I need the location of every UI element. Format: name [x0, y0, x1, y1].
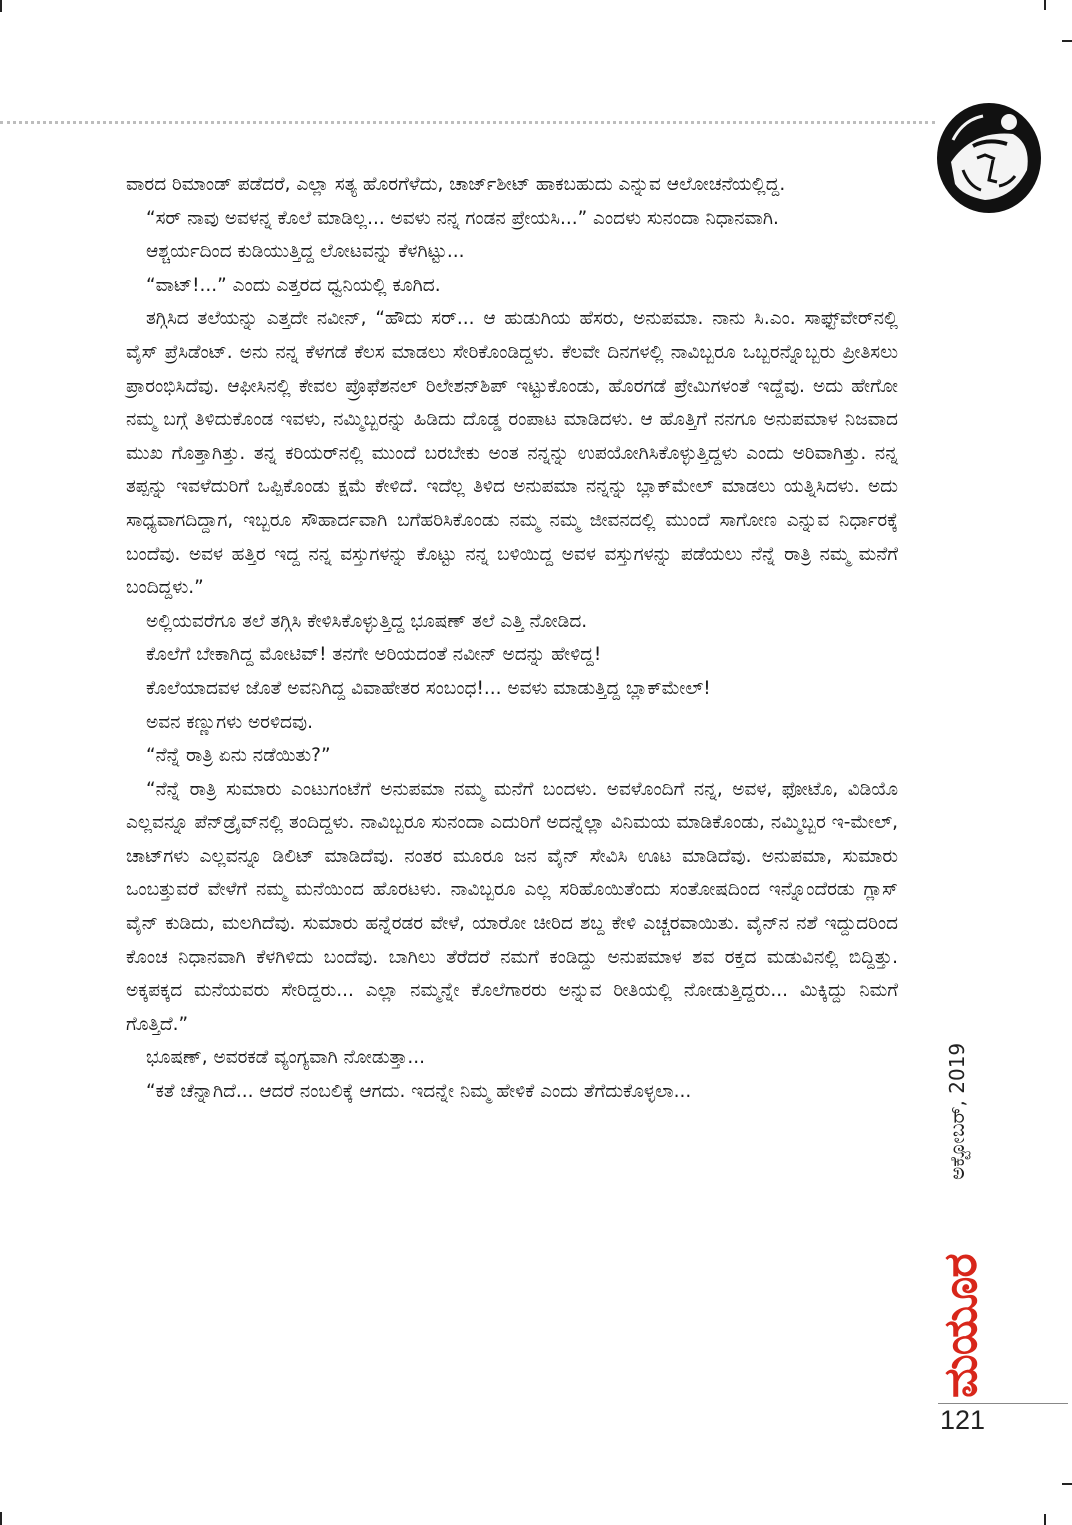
paragraph: ಕೊಲೆಗೆ ಬೇಕಾಗಿದ್ದ ಮೋಟಿವ್! ತನಗೇ ಅರಿಯದಂತೆ ನವೀನ್ ಅದನ್ನು ಹೇಳಿದ್ದ!: [146, 644, 602, 666]
header-dotted-rule: [0, 121, 935, 124]
issue-date: ಅಕ್ಟೋಬರ್, 2019: [945, 1042, 969, 1180]
paragraph: ವಾರದ ರಿಮಾಂಡ್ ಪಡೆದರೆ, ಎಲ್ಲಾ ಸತ್ಯ ಹೊರಗೆಳೆದು, ಚಾರ್ಜ್‌ಶೀಟ್ ಹಾಕಬಹುದು ಎನ್ನುವ ಆಲೋಚನೆಯಲ್ಲಿದ್ದ.: [126, 174, 786, 195]
page-number-rule: [938, 1403, 1068, 1404]
paragraph: “ನೆನ್ನೆ ರಾತ್ರಿ ಸುಮಾರು ಎಂಟುಗಂಟೆಗೆ ಅನುಪಮಾ ನಮ್ಮ ಮನೆಗೆ ಬಂದಳು. ಅವಳೊಂದಿಗೆ ನನ್ನ, ಅವಳ, ಫೋಟೊ, ವಿಡಿಯೊ ಎಲ್ಲವನ್ನೂ ಪೆನ್‌ಡ್ರೈವ್‌ನಲ್ಲಿ ತಂದಿದ್ದಳು. ನಾವಿಬ್ಬರೂ ಸುನಂದಾ ಎದುರಿಗೆ ಅದನ್ನೆಲ್ಲಾ ವಿನಿಮಯ ಮಾಡಿಕೊಂಡು, ನಮ್ಮಿಬ್ಬರ ಇ-ಮೇಲ್, ಚಾಟ್‌ಗಳು ಎಲ್ಲವನ್ನೂ ಡಿಲಿಟ್ ಮಾಡಿದೆವು. ನಂತರ ಮೂರೂ ಜನ ವೈನ್ ಸೇವಿಸಿ ಊಟ ಮಾಡಿದೆವು. ಅನುಪಮಾ, ಸುಮಾರು ಒಂಬತ್ತುವರೆ ವೇಳೆಗೆ ನಮ್ಮ ಮನೆಯಿಂದ ಹೊರಟಳು. ನಾವಿಬ್ಬರೂ ಎಲ್ಲ ಸರಿಹೊಯಿತೆಂದು ಸಂತೋಷದಿಂದ ಇನ್ನೊಂದೆರಡು ಗ್ಲಾಸ್ ವೈನ್ ಕುಡಿದು, ಮಲಗಿದೆವು. ಸುಮಾರು ಹನ್ನೆರಡರ ವೇಳೆ, ಯಾರೋ ಚೀರಿದ ಶಬ್ದ ಕೇಳಿ ಎಚ್ಚರವಾಯಿತು. ವೈನ್‌ನ ನಶೆ ಇದ್ದುದರಿಂದ ಕೊಂಚ ನಿಧಾನವಾಗಿ ಕೆಳಗಿಳಿದು ಬಂದೆವು. ಬಾಗಿಲು ತೆರೆದರೆ ನಮಗೆ ಕಂಡಿದ್ದು ಅನುಪಮಾಳ ಶವ ರಕ್ತದ ಮಡುವಿನಲ್ಲಿ ಬಿದ್ದಿತ್ತು. ಅಕ್ಕಪಕ್ಕದ ಮನೆಯವರು ಸೇರಿದ್ದರು... ಎಲ್ಲಾ ನಮ್ಮನ್ನೇ ಕೊಲೆಗಾರರು ಅನ್ನುವ ರೀತಿಯಲ್ಲಿ ನೋಡುತ್ತಿದ್ದರು... ಮಿಕ್ಕಿದ್ದು ನಿಮಗೆ ಗೊತ್ತಿದೆ.”: [126, 778, 898, 1035]
paragraph: “ಸರ್ ನಾವು ಅವಳನ್ನ ಕೊಲೆ ಮಾಡಿಲ್ಲ... ಅವಳು ನನ್ನ ಗಂಡನ ಪ್ರೇಯಸಿ...” ಎಂದಳು ಸುನಂದಾ ನಿಧಾನವಾಗಿ.: [146, 207, 779, 229]
crop-mark-right-lower: [1062, 1483, 1072, 1485]
paragraph: ಭೂಷಣ್, ಅವರಕಡೆ ವ್ಯಂಗ್ಯವಾಗಿ ನೋಡುತ್ತಾ...: [146, 1047, 426, 1069]
paragraph: ತಗ್ಗಿಸಿದ ತಲೆಯನ್ನು ಎತ್ತದೇ ನವೀನ್, “ಹೌದು ಸರ್... ಆ ಹುಡುಗಿಯ ಹೆಸರು, ಅನುಪಮಾ. ನಾನು ಸಿ.ಎಂ. ಸಾಫ್ಟ್‌ವೇರ್‌ನಲ್ಲಿ ವೈಸ್ ಪ್ರೆಸಿಡೆಂಟ್. ಅನು ನನ್ನ ಕೆಳಗಡೆ ಕೆಲಸ ಮಾಡಲು ಸೇರಿಕೊಂಡಿದ್ದಳು. ಕೆಲವೇ ದಿನಗಳಲ್ಲಿ ನಾವಿಬ್ಬರೂ ಒಬ್ಬರನ್ನೊಬ್ಬರು ಪ್ರೀತಿಸಲು ಪ್ರಾರಂಭಿಸಿದೆವು. ಆಫೀಸಿನಲ್ಲಿ ಕೇವಲ ಪ್ರೊಫೆಶನಲ್ ರಿಲೇಶನ್‌ಶಿಪ್ ಇಟ್ಟುಕೊಂಡು, ಹೊರಗಡೆ ಪ್ರೇಮಿಗಳಂತೆ ಇದ್ದೆವು. ಅದು ಹೇಗೋ ನಮ್ಮ ಬಗ್ಗೆ ತಿಳಿದುಕೊಂಡ ಇವಳು, ನಮ್ಮಿಬ್ಬರನ್ನು ಹಿಡಿದು ದೊಡ್ಡ ರಂಪಾಟ ಮಾಡಿದಳು. ಆ ಹೊತ್ತಿಗೆ ನನಗೂ ಅನುಪಮಾಳ ನಿಜವಾದ ಮುಖ ಗೊತ್ತಾಗಿತ್ತು. ತನ್ನ ಕರಿಯರ್‌ನಲ್ಲಿ ಮುಂದೆ ಬರಬೇಕು ಅಂತ ನನ್ನನ್ನು ಉಪಯೋಗಿಸಿಕೊಳ್ಳುತ್ತಿದ್ದಳು ಎಂದು ಅರಿವಾಗಿತ್ತು. ನನ್ನ ತಪ್ಪನ್ನು ಇವಳೆದುರಿಗೆ ಒಪ್ಪಿಕೊಂಡು ಕ್ಷಮೆ ಕೇಳಿದೆ. ಇದೆಲ್ಲ ತಿಳಿದ ಅನುಪಮಾ ನನ್ನನ್ನು ಬ್ಲಾಕ್‌ಮೇಲ್ ಮಾಡಲು ಯತ್ನಿಸಿದಳು. ಅದು ಸಾಧ್ಯವಾಗದಿದ್ದಾಗ, ಇಬ್ಬರೂ ಸೌಹಾರ್ದವಾಗಿ ಬಗೆಹರಿಸಿಕೊಂಡು ನಮ್ಮ ನಮ್ಮ ಜೀವನದಲ್ಲಿ ಮುಂದೆ ಸಾಗೋಣ ಎನ್ನುವ ನಿರ್ಧಾರಕ್ಕೆ ಬಂದೆವು. ಅವಳ ಹತ್ತಿರ ಇದ್ದ ನನ್ನ ವಸ್ತುಗಳನ್ನು ಕೊಟ್ಟು ನನ್ನ ಬಳಿಯಿದ್ದ ಅವಳ ವಸ್ತುಗಳನ್ನು ಪಡೆಯಲು ನೆನ್ನೆ ರಾತ್ರಿ ನಮ್ಮ ಮನೆಗೆ ಬಂದಿದ್ದಳು.”: [126, 308, 898, 599]
crop-mark-bottom-left: [0, 1512, 2, 1525]
crop-mark-top-right: [1044, 0, 1046, 10]
paragraph: “ವಾಟ್!...” ಎಂದು ಎತ್ತರದ ಧ್ವನಿಯಲ್ಲಿ ಕೂಗಿದ.: [146, 274, 441, 296]
crop-mark-bottom-right: [1044, 1514, 1046, 1525]
paragraph: ಅಲ್ಲಿಯವರೆಗೂ ತಲೆ ತಗ್ಗಿಸಿ ಕೇಳಿಸಿಕೊಳ್ಳುತ್ತಿದ್ದ ಭೂಷಣ್ ತಲೆ ಎತ್ತಿ ನೋಡಿದ.: [146, 610, 588, 632]
paragraph: ಆಶ್ಚರ್ಯದಿಂದ ಕುಡಿಯುತ್ತಿದ್ದ ಲೋಟವನ್ನು ಕೆಳಗಿಟ್ಟು...: [146, 241, 465, 263]
paragraph: “ನೆನ್ನೆ ರಾತ್ರಿ ಏನು ನಡೆಯಿತು?”: [146, 745, 331, 767]
illustrated-face-emblem-icon: [933, 100, 1043, 215]
magazine-logo: ಮಯೂರ: [933, 1254, 987, 1398]
article-body: [126, 168, 898, 1109]
paragraph: “ಕತೆ ಚೆನ್ನಾಗಿದೆ... ಆದರೆ ನಂಬಲಿಕ್ಕೆ ಆಗದು. ಇದನ್ನೇ ನಿಮ್ಮ ಹೇಳಿಕೆ ಎಂದು ತೆಗೆದುಕೊಳ್ಳಲಾ...: [146, 1081, 692, 1103]
crop-mark-right-upper: [1062, 40, 1072, 42]
paragraph: ಅವನ ಕಣ್ಣುಗಳು ಅರಳಿದವು.: [146, 711, 313, 733]
crop-mark-top-left: [0, 0, 2, 12]
page-number: 121: [940, 1405, 986, 1435]
paragraph: ಕೊಲೆಯಾದವಳ ಜೊತೆ ಅವನಿಗಿದ್ದ ವಿವಾಹೇತರ ಸಂಬಂಧ!... ಅವಳು ಮಾಡುತ್ತಿದ್ದ ಬ್ಲಾಕ್‌ಮೇಲ್!: [146, 677, 711, 699]
